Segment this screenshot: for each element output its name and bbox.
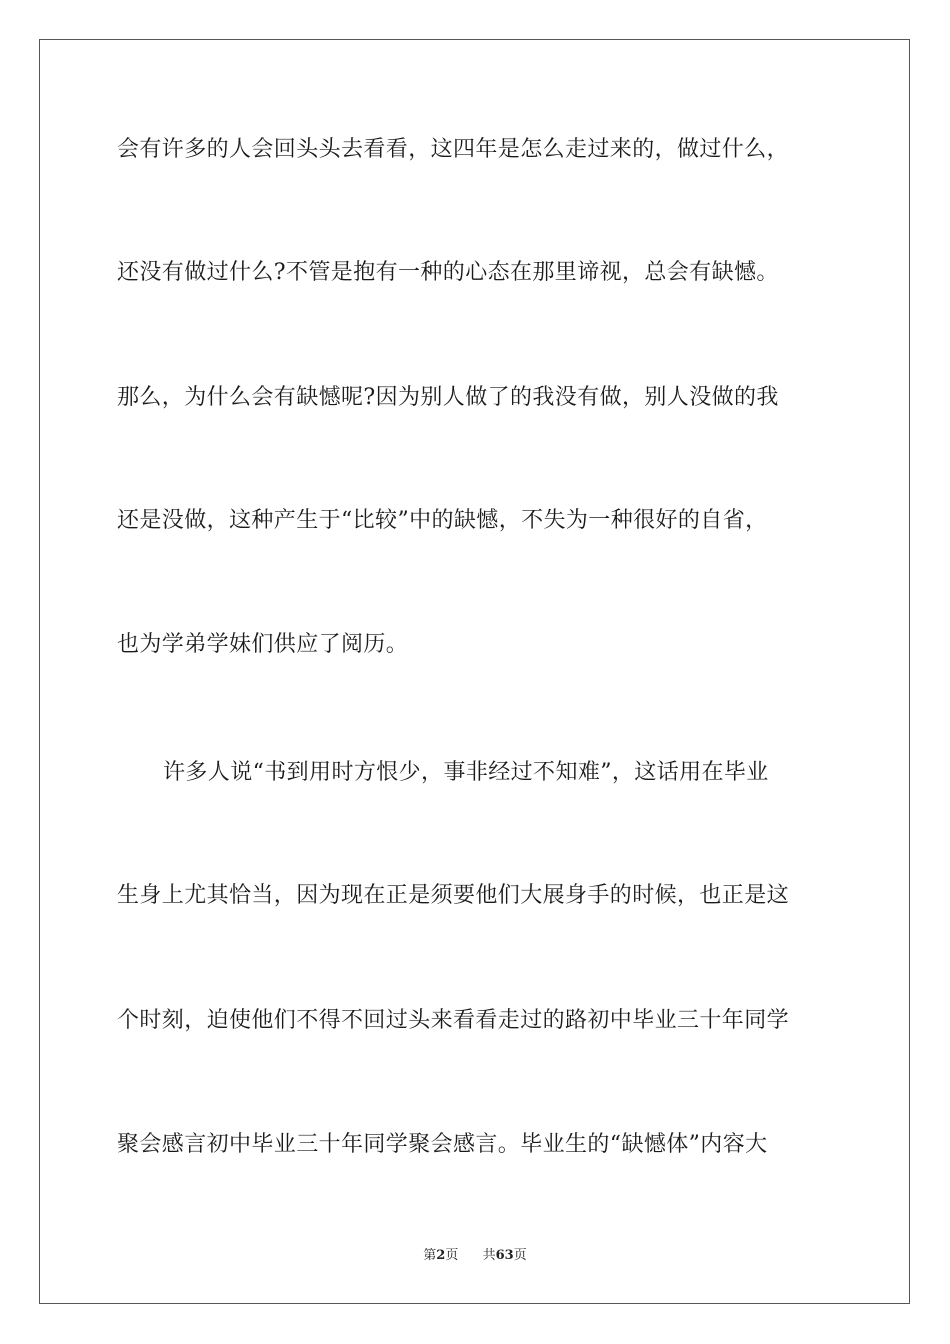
page-suffix: 页 bbox=[445, 1248, 459, 1263]
text-line-9: 聚会感言初中毕业三十年同学聚会感言。毕业生的“缺憾体”内容大 bbox=[117, 1132, 768, 1157]
total-prefix: 共 bbox=[482, 1248, 496, 1263]
text-line-1: 会有许多的人会回头头去看看，这四年是怎么走过来的，做过什么， bbox=[117, 137, 790, 162]
total-suffix: 页 bbox=[513, 1248, 527, 1263]
text-line-2: 还没有做过什么?不管是抱有一种的心态在那里谛视，总会有缺憾。 bbox=[117, 260, 779, 285]
text-line-5: 也为学弟学妹们供应了阅历。 bbox=[117, 632, 409, 657]
page-number: 2 bbox=[436, 1248, 446, 1263]
text-line-4: 还是没做，这种产生于“比较”中的缺憾，不失为一种很好的自省， bbox=[117, 508, 768, 533]
text-line-8: 个时刻，迫使他们不得不回过头来看看走过的路初中毕业三十年同学 bbox=[117, 1008, 790, 1033]
text-line-3: 那么，为什么会有缺憾呢?因为别人做了的我没有做，别人没做的我 bbox=[117, 385, 779, 410]
page-prefix: 第 bbox=[423, 1248, 437, 1263]
page-footer bbox=[0, 1247, 950, 1265]
text-line-6-paragraph-start: 许多人说“书到用时方恨少，事非经过不知难”，这话用在毕业 bbox=[163, 760, 769, 785]
total-pages: 63 bbox=[495, 1248, 514, 1263]
page-border bbox=[39, 39, 910, 1304]
text-line-7: 生身上尤其恰当，因为现在正是须要他们大展身手的时候，也正是这 bbox=[117, 883, 790, 908]
